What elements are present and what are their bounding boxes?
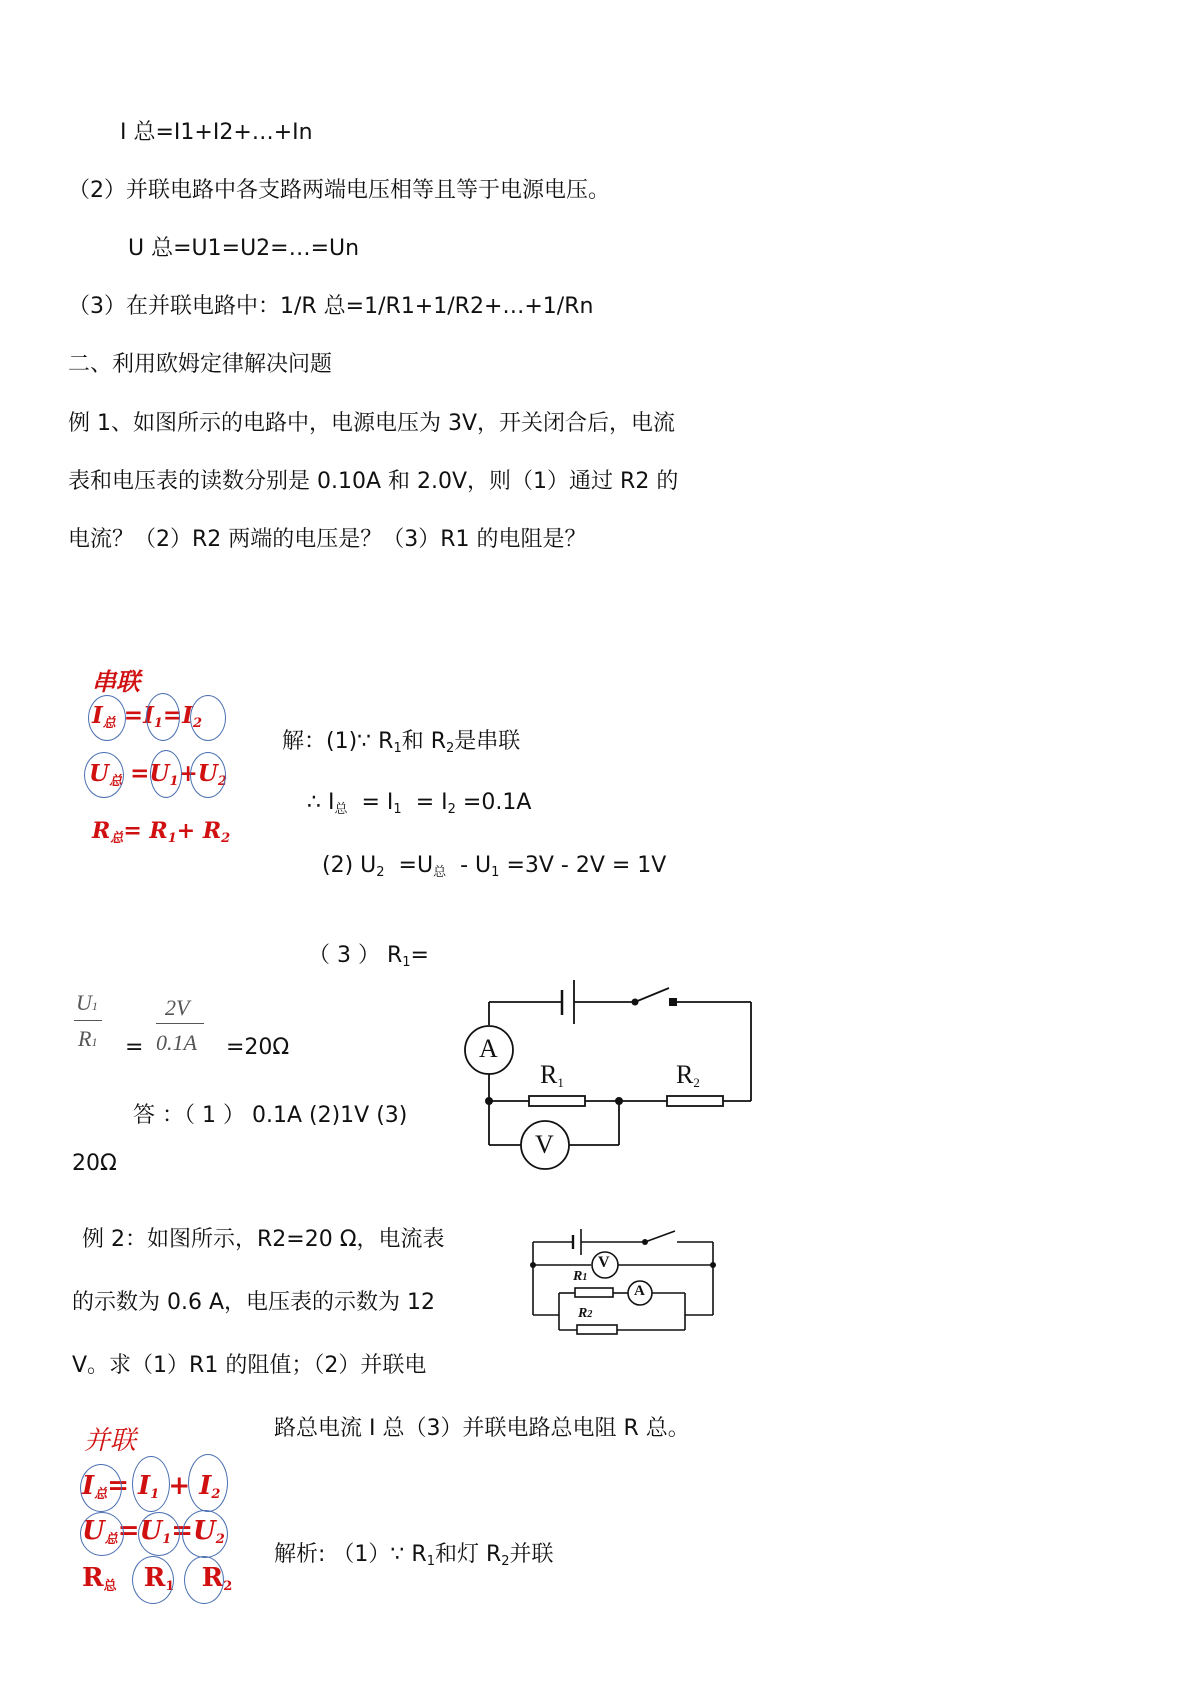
circuit-diagram-series	[455, 975, 755, 1180]
highlight-circle	[132, 1456, 170, 1512]
resistor-r1-label: $R_1$	[540, 1060, 564, 1090]
fraction-bar	[156, 1023, 204, 1024]
circuit-diagram-parallel	[525, 1225, 720, 1340]
text-line-current-sum: I 总=I1+I2+…+In	[120, 120, 313, 145]
solution1-step2: ∴ $I_总 = I_1 = I_2 =0.1A$	[307, 790, 532, 817]
fraction-numerator: U1	[76, 990, 98, 1015]
example2-line2: 的示数为 0.6 A，电压表的示数为 12	[72, 1290, 436, 1315]
series-resistance-formula: $R_总= R_1+ R_2$	[92, 818, 231, 846]
fraction-denominator: 0.1A	[156, 1030, 197, 1055]
highlight-circle	[88, 695, 126, 741]
series-voltage-formula: $U_总 =U_1+U_2$	[89, 760, 227, 789]
section-heading-ohm-law: 二、利用欧姆定律解决问题	[68, 352, 333, 377]
example2-analysis: 解析: （1）∵ $R_1$和灯 $R_2$并联	[274, 1542, 554, 1569]
example1-line1: 例 1、如图所示的电路中，电源电压为 3V，开关闭合后，电流	[68, 411, 676, 436]
ammeter-label: A	[479, 1034, 498, 1063]
highlight-circle	[138, 1512, 180, 1556]
highlight-circle	[182, 1510, 228, 1558]
highlight-circle	[190, 752, 226, 798]
solution1-step1: 解：(1)∵ $R_1$和 $R_2$是串联	[282, 729, 521, 756]
parallel-voltage-formula: $U_总=U_1=U_2$	[82, 1516, 225, 1547]
fraction-numerator: 2V	[165, 995, 190, 1020]
parallel-resistance-formula: $R_总$ $R_1$ $R_2$	[82, 1563, 233, 1594]
example2-line1: 例 2：如图所示，R2=20 Ω，电流表	[82, 1227, 445, 1252]
highlight-circle	[184, 1556, 224, 1604]
highlight-circle	[132, 1556, 174, 1604]
series-current-formula: $I_总 =I_1=I_2$	[92, 702, 202, 731]
example2-line4: 路总电流 I 总（3）并联电路总电阻 R 总。	[274, 1416, 690, 1441]
highlight-circle	[146, 693, 180, 741]
parallel-current-formula: $I_总= I_1 + I_2$	[82, 1471, 221, 1502]
text-line-parallel-resistance: （3）在并联电路中：1/R 总=1/R1+1/R2+…+1/Rn	[68, 294, 594, 319]
series-title: 串联	[92, 667, 140, 696]
circuit2-r2-label: R2	[578, 1306, 593, 1321]
equals-sign: =	[125, 1035, 144, 1060]
text-line-voltage-equal: U 总=U1=U2=…=Un	[128, 236, 360, 261]
answer1-line2: 20Ω	[72, 1151, 117, 1176]
solution1-step3: (2) $U_2 =U_总 - U_1 =3V - 2V = 1V$	[322, 853, 667, 880]
result-20-ohm: =20Ω	[226, 1035, 290, 1060]
example2-line3: V。求（1）R1 的阻值；（2）并联电	[72, 1353, 427, 1378]
highlight-circle	[190, 695, 226, 741]
highlight-circle	[84, 752, 124, 798]
circuit2-ammeter-label: A	[634, 1283, 645, 1299]
parallel-title: 并联	[84, 1426, 137, 1456]
highlight-circle	[80, 1512, 124, 1556]
circuit2-r1-label: R1	[573, 1269, 588, 1284]
voltmeter-label: V	[535, 1130, 554, 1159]
answer1-line1: 答 ：（ 1 ） 0.1A (2)1V (3)	[133, 1103, 408, 1128]
highlight-circle	[150, 750, 182, 798]
highlight-circle	[80, 1464, 122, 1512]
example1-line3: 电流？（2）R2 两端的电压是？（3）R1 的电阻是？	[68, 527, 587, 552]
text-line-parallel-voltage: （2）并联电路中各支路两端电压相等且等于电源电压。	[68, 178, 610, 203]
solution1-step4: （ 3 ） $R_1=$	[308, 943, 429, 970]
fraction-bar	[74, 1020, 102, 1021]
example1-line2: 表和电压表的读数分别是 0.10A 和 2.0V，则（1）通过 R2 的	[68, 469, 679, 494]
resistor-r2-label: $R_2$	[676, 1060, 700, 1090]
fraction-denominator: R1	[78, 1026, 98, 1051]
highlight-circle	[188, 1454, 228, 1512]
circuit2-voltmeter-label: V	[598, 1254, 610, 1271]
